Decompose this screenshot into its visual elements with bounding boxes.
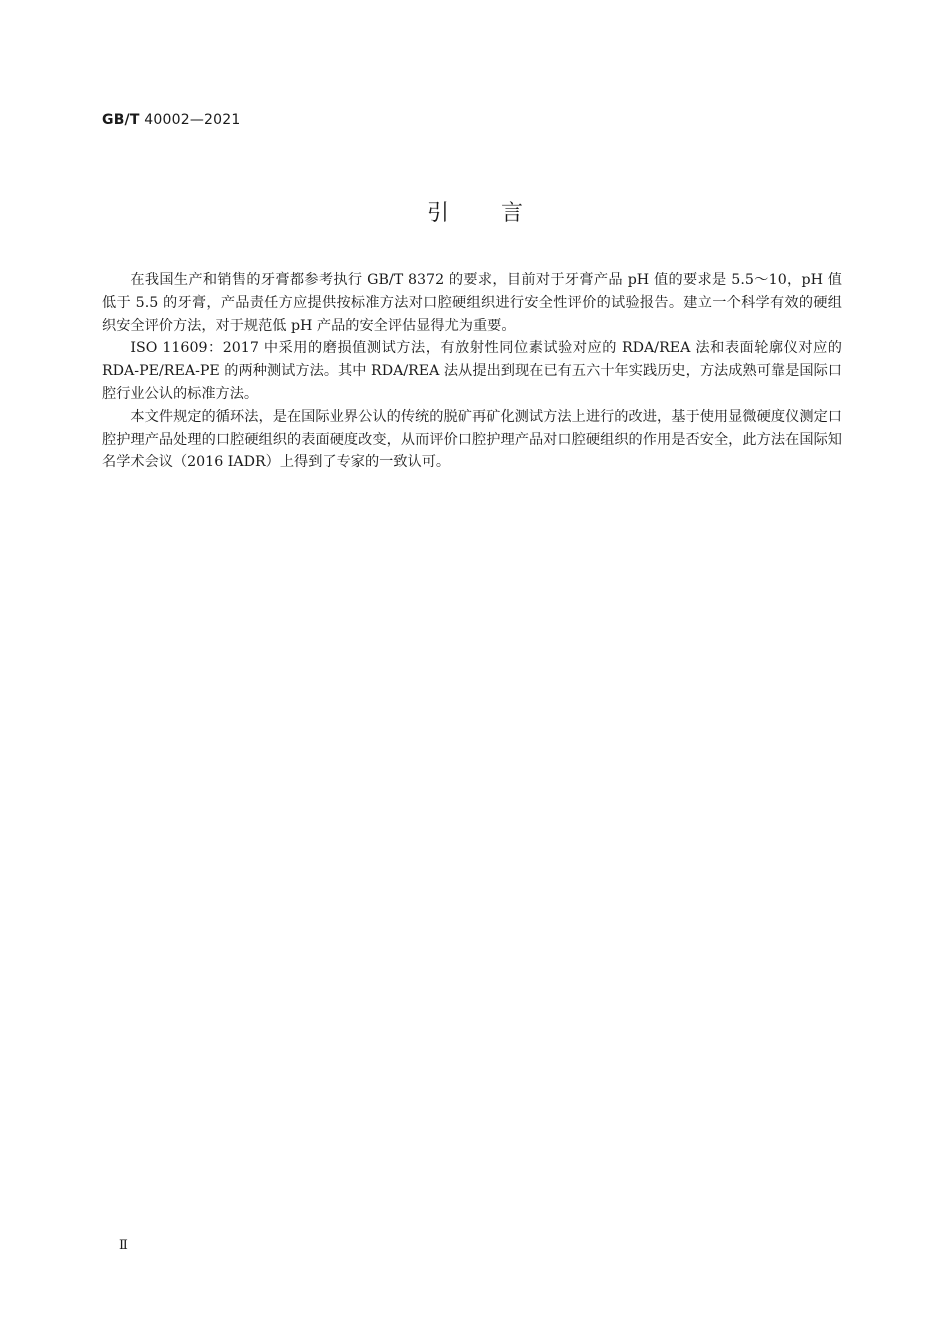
introduction-body	[102, 269, 842, 474]
standard-number: 40002—2021	[144, 112, 241, 128]
page-number: Ⅱ	[119, 1238, 128, 1253]
paragraph-2: ISO 11609：2017 中采用的磨损值测试方法，有放射性同位素试验对应的 RDA/REA 法和表面轮廓仪对应的 RDA-PE/REA-PE 的两种测试方法。其中 RDA/REA 法从提出到现在已有五六十年实践历史，方法成熟可靠是国际口腔行业公认的标准方法。	[102, 340, 842, 402]
standard-code	[102, 112, 240, 128]
paragraph-1: 在我国生产和销售的牙膏都参考执行 GB/T 8372 的要求，目前对于牙膏产品 pH 值的要求是 5.5～10，pH 值低于 5.5 的牙膏，产品责任方应提供按标准方法对口腔硬组织进行安全性评价的试验报告。建立一个科学有效的硬组织安全评价方法，对于规范低 pH 产品的安全评估显得尤为重要。	[102, 272, 842, 334]
page-title: 引言	[426, 201, 575, 226]
paragraph-3: 本文件规定的循环法，是在国际业界公认的传统的脱矿再矿化测试方法上进行的改进，基于使用显微硬度仪测定口腔护理产品处理的口腔硬组织的表面硬度改变，从而评价口腔护理产品对口腔硬组织的作用是否安全，此方法在国际知名学术会议（2016 IADR）上得到了专家的一致认可。	[102, 408, 842, 471]
standard-prefix: GB/T	[102, 112, 140, 128]
